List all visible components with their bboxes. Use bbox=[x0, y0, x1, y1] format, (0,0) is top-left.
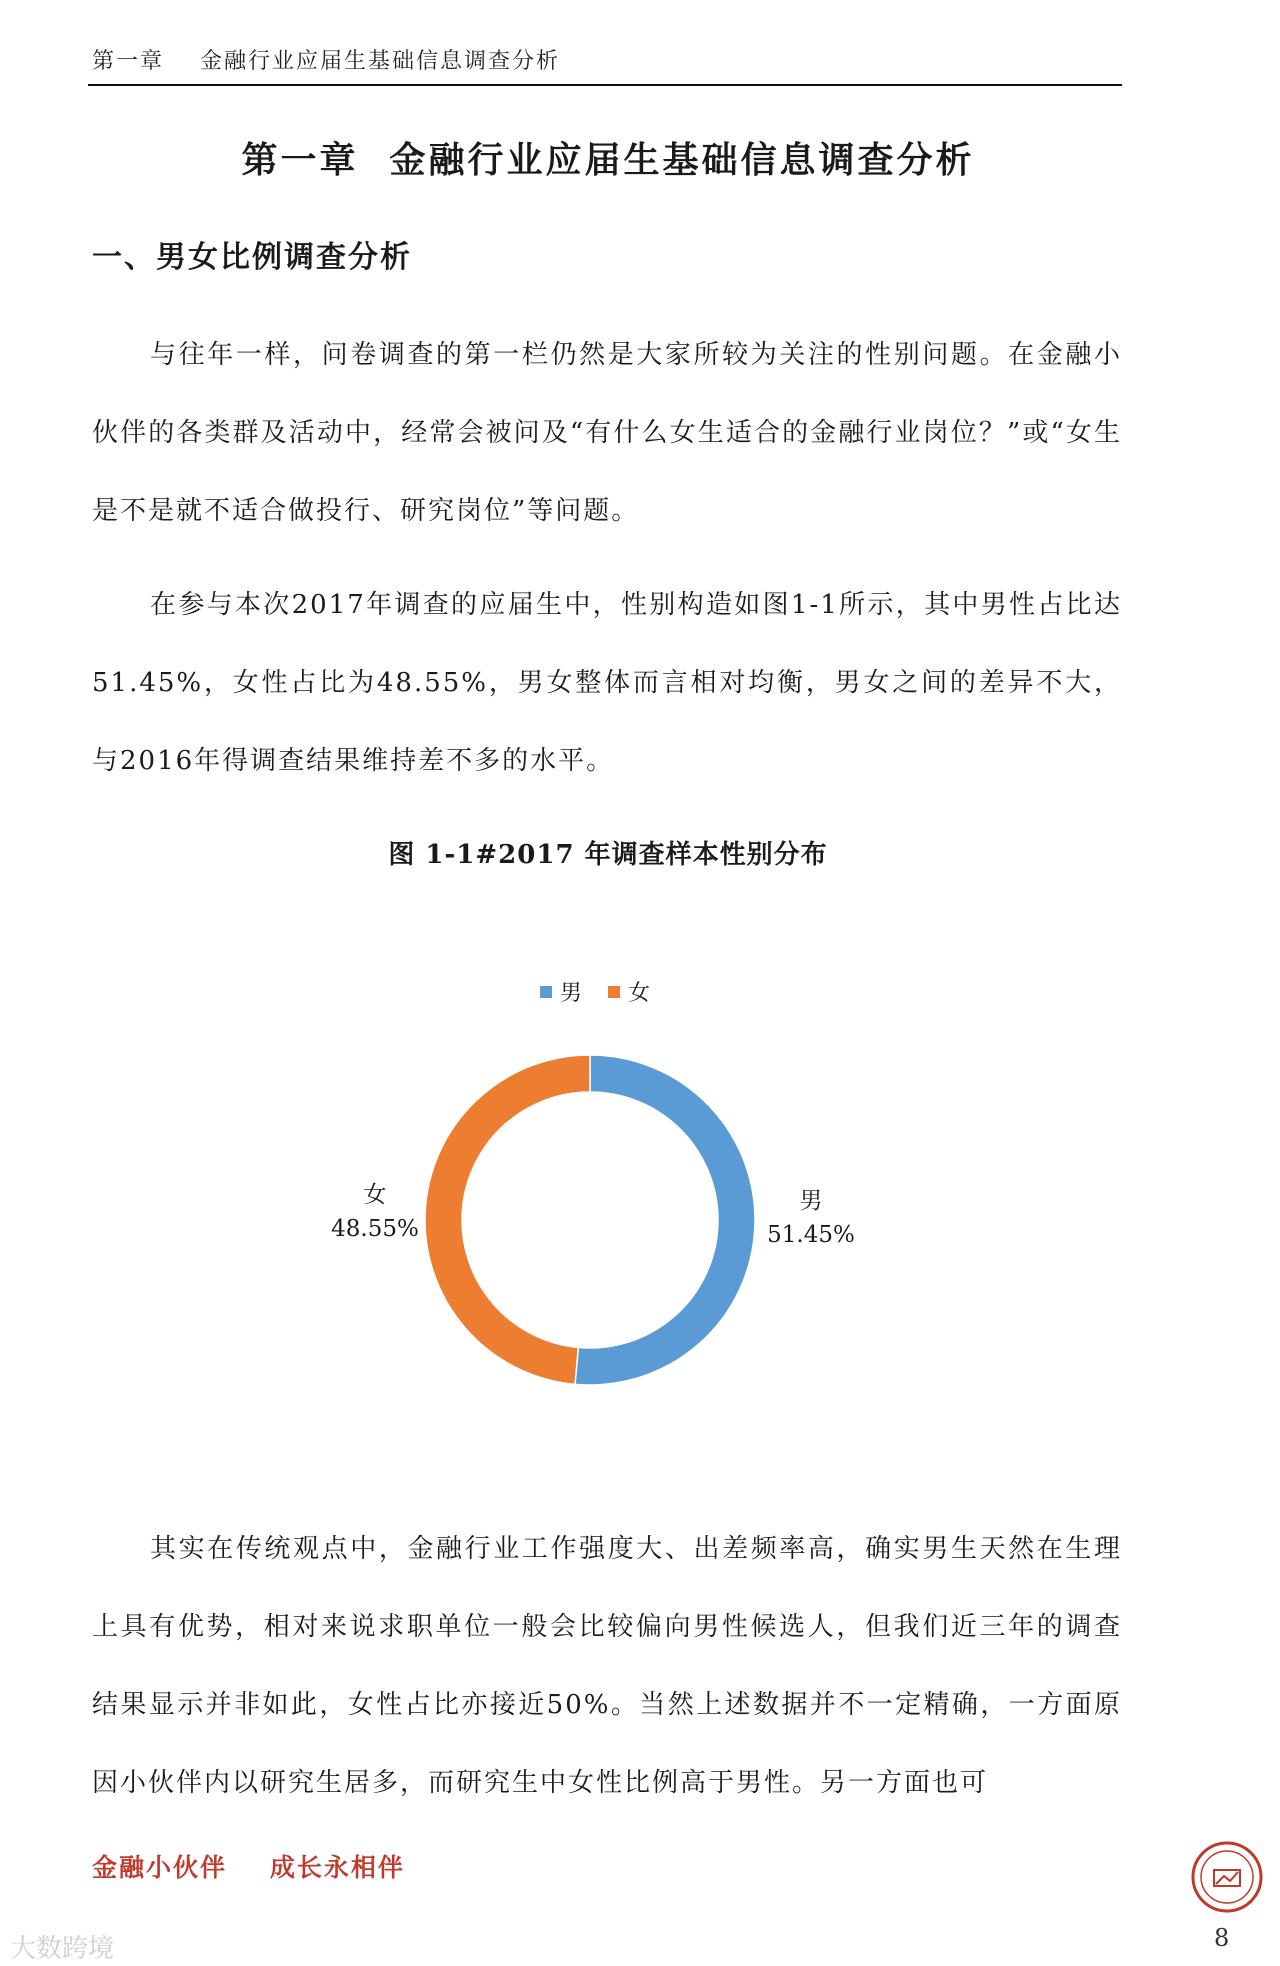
chart-legend bbox=[540, 976, 650, 1007]
watermark: 大数跨境 bbox=[10, 1934, 115, 1964]
slice-label-male-name: 男 bbox=[799, 1188, 823, 1214]
donut-chart bbox=[420, 1050, 760, 1390]
section-title: 一、男女比例调查分析 bbox=[92, 240, 412, 275]
body-paragraph-1: 与往年一样，问卷调查的第一栏仍然是大家所较为关注的性别问题。在金融小伙伴的各类群及活动中，经常会被问及“有什么女生适合的金融行业岗位？”或“女生是不是就不适合做投行、研究岗位”等问题。 bbox=[92, 340, 1122, 526]
legend-item-female bbox=[608, 976, 650, 1007]
page-number: 8 bbox=[1214, 1924, 1230, 1952]
slice-label-female-name: 女 bbox=[363, 1182, 387, 1208]
running-header: 第一章 金融行业应届生基础信息调查分析 bbox=[92, 49, 560, 74]
body-paragraph-3: 其实在传统观点中，金融行业工作强度大、出差频率高，确实男生天然在生理上具有优势，相对来说求职单位一般会比较偏向男性候选人，但我们近三年的调查结果显示并非如此，女性占比亦接近50%。当然上述数据并不一定精确，一方面原因小伙伴内以研究生居多，而研究生中女性比例高于男性。另一方面也可 bbox=[92, 1534, 1122, 1798]
legend-label-male: 男 bbox=[560, 981, 583, 1006]
slice-label-female bbox=[320, 1178, 430, 1246]
donut-slice-female bbox=[425, 1055, 590, 1384]
legend-item-male bbox=[540, 976, 582, 1007]
header-rule bbox=[88, 84, 1122, 86]
body-paragraph-2: 在参与本次2017年调查的应届生中，性别构造如图1-1所示，其中男性占比达51.45%，女性占比为48.55%，男女整体而言相对均衡，男女之间的差异不大，与2016年得调查结果维持差不多的水平。 bbox=[92, 590, 1122, 776]
figure-title: 图 1-1#2017 年调查样本性别分布 bbox=[388, 840, 828, 870]
donut-slice-male bbox=[575, 1055, 755, 1385]
slice-label-female-value: 48.55% bbox=[331, 1216, 419, 1242]
legend-label-female: 女 bbox=[628, 981, 651, 1006]
legend-swatch-male bbox=[540, 986, 552, 998]
slice-label-male bbox=[756, 1184, 866, 1252]
footer-slogan: 金融小伙伴 成长永相伴 bbox=[92, 1853, 405, 1882]
chapter-title: 第一章 金融行业应届生基础信息调查分析 bbox=[241, 139, 975, 181]
slice-label-male-value: 51.45% bbox=[767, 1222, 855, 1248]
legend-swatch-female bbox=[608, 986, 620, 998]
logo-seal-icon bbox=[1190, 1840, 1264, 1914]
